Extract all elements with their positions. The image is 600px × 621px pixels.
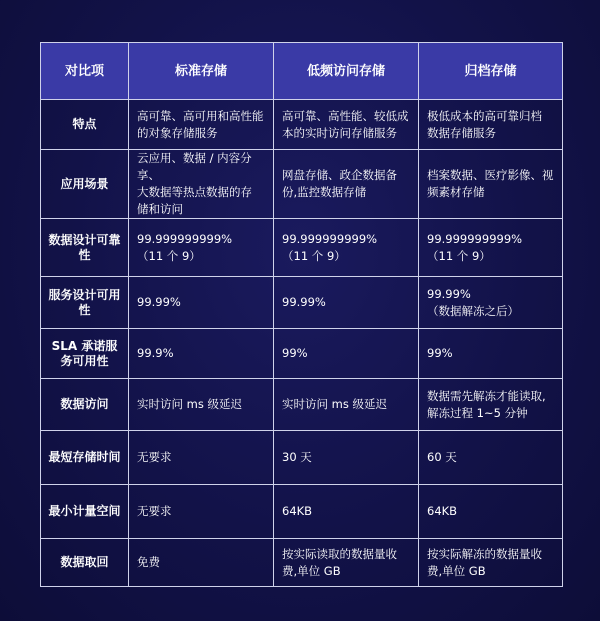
- table-row: [41, 219, 563, 277]
- row-label: 应用场景: [41, 150, 129, 219]
- cell-line: 99%: [282, 346, 308, 360]
- row-label: SLA 承诺服务可用性: [41, 329, 129, 379]
- cell-line: 数据存储服务: [427, 125, 496, 140]
- cell-line: 30 天: [282, 450, 312, 464]
- cell-line: 99.9%: [137, 346, 174, 360]
- cell-line: 99.999999999%: [427, 231, 523, 246]
- cell-line: 大数据等热点数据的存: [137, 185, 252, 199]
- cell-line: 云应用、数据 / 内容分享、: [137, 151, 252, 182]
- cell-line: （数据解冻之后）: [427, 303, 519, 318]
- header-infrequent-access-storage: 低频访问存储: [274, 43, 419, 100]
- cell-line: 60 天: [427, 450, 457, 464]
- table-cell: [274, 100, 419, 150]
- cell-line: 本的实时访问存储服务: [282, 125, 397, 140]
- cell-line: 免费: [137, 555, 160, 569]
- row-label: 数据访问: [41, 379, 129, 431]
- cell-line: 的对象存储服务: [137, 125, 218, 140]
- cell-line: 无要求: [137, 504, 172, 518]
- table-cell: [129, 431, 274, 485]
- table-row: [41, 539, 563, 587]
- cell-line: 实时访问 ms 级延迟: [137, 397, 243, 411]
- table-body: [41, 100, 563, 587]
- cell-line: 费,单位 GB: [427, 563, 486, 578]
- table-row: [41, 150, 563, 219]
- table-row: [41, 431, 563, 485]
- cell-line: 份,监控数据存储: [282, 185, 367, 199]
- table-cell: [419, 277, 563, 329]
- table-cell: [129, 219, 274, 277]
- cell-line: （11 个 9）: [137, 248, 201, 263]
- cell-line: 实时访问 ms 级延迟: [282, 397, 388, 411]
- table-cell: [274, 150, 419, 219]
- table-cell: [274, 329, 419, 379]
- cell-line: 99.99%: [137, 295, 181, 309]
- cell-line: 档案数据、医疗影像、视: [427, 168, 554, 182]
- table-cell: [274, 431, 419, 485]
- row-label: 最短存储时间: [41, 431, 129, 485]
- cell-line: 储和访问: [137, 202, 183, 216]
- row-label: 数据设计可靠性: [41, 219, 129, 277]
- row-label: 最小计量空间: [41, 485, 129, 539]
- table-cell: [274, 277, 419, 329]
- table-cell: [129, 539, 274, 587]
- table-cell: [274, 485, 419, 539]
- table-cell: [419, 539, 563, 587]
- table-cell: [419, 431, 563, 485]
- header-row: [41, 43, 563, 100]
- cell-line: 频素材存储: [427, 185, 485, 199]
- cell-line: 99%: [427, 346, 453, 360]
- table-cell: [419, 219, 563, 277]
- cell-line: 99.999999999%: [282, 231, 378, 246]
- table-cell: [129, 485, 274, 539]
- cell-line: 高可靠、高性能、较低成: [282, 108, 409, 123]
- cell-line: 99.999999999%: [137, 231, 233, 246]
- cell-line: 无要求: [137, 450, 172, 464]
- cell-line: 99.99%: [427, 286, 471, 301]
- table-cell: [419, 379, 563, 431]
- table-row: [41, 329, 563, 379]
- table-cell: [419, 150, 563, 219]
- table-cell: [419, 329, 563, 379]
- comparison-table-container: [40, 42, 562, 578]
- table-cell: [274, 219, 419, 277]
- row-label: 数据取回: [41, 539, 129, 587]
- cell-line: 数据需先解冻才能读取,: [427, 388, 546, 403]
- table-row: [41, 485, 563, 539]
- table-cell: [129, 100, 274, 150]
- cell-line: 极低成本的高可靠归档: [427, 108, 542, 123]
- header-compare-item: 对比项: [41, 43, 129, 100]
- cell-line: 解冻过程 1~5 分钟: [427, 405, 528, 420]
- cell-line: 64KB: [282, 504, 313, 518]
- table-cell: [129, 329, 274, 379]
- header-archive-storage: 归档存储: [419, 43, 563, 100]
- table-cell: [129, 277, 274, 329]
- cell-line: （11 个 9）: [282, 248, 346, 263]
- storage-comparison-table: [40, 42, 563, 587]
- cell-line: 64KB: [427, 504, 458, 518]
- table-cell: [419, 485, 563, 539]
- header-standard-storage: 标准存储: [129, 43, 274, 100]
- row-label: 服务设计可用性: [41, 277, 129, 329]
- table-cell: [129, 379, 274, 431]
- cell-line: 按实际读取的数据量收: [282, 546, 397, 561]
- table-cell: [129, 150, 274, 219]
- cell-line: （11 个 9）: [427, 248, 491, 263]
- cell-line: 费,单位 GB: [282, 563, 341, 578]
- table-row: [41, 379, 563, 431]
- cell-line: 99.99%: [282, 295, 326, 309]
- table-row: [41, 100, 563, 150]
- table-cell: [419, 100, 563, 150]
- cell-line: 网盘存储、政企数据备: [282, 168, 397, 182]
- row-label: 特点: [41, 100, 129, 150]
- table-cell: [274, 539, 419, 587]
- table-cell: [274, 379, 419, 431]
- cell-line: 高可靠、高可用和高性能: [137, 108, 264, 123]
- table-header: [41, 43, 563, 100]
- cell-line: 按实际解冻的数据量收: [427, 546, 542, 561]
- table-row: [41, 277, 563, 329]
